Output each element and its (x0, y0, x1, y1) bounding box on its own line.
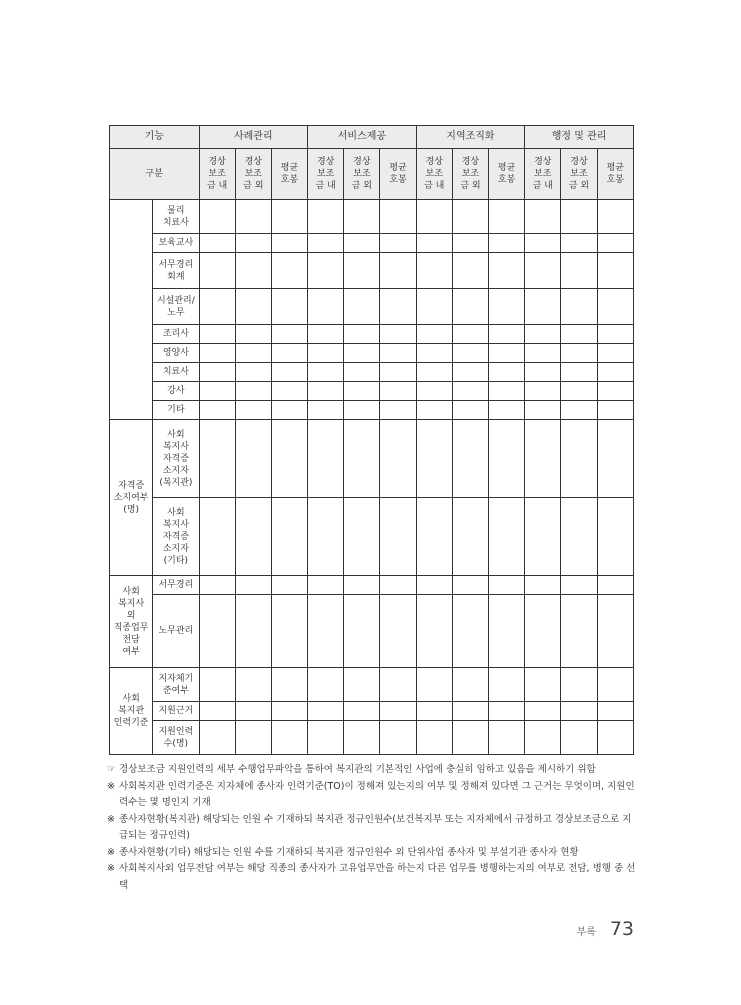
empty-input-cell (597, 344, 633, 363)
empty-input-cell (525, 325, 561, 344)
footnote-marker: ※ (107, 780, 115, 792)
row-label: 지원인력 수(명) (153, 721, 199, 755)
header-subcolumn: 경상 보조 금 내 (308, 149, 344, 200)
empty-input-cell (271, 721, 307, 755)
empty-input-cell (452, 382, 488, 401)
table-row (110, 325, 634, 344)
empty-input-cell (271, 363, 307, 382)
empty-input-cell (271, 234, 307, 253)
row-label: 사회 복지사 자격증 소지자 (기타) (153, 498, 199, 576)
table-row (110, 344, 634, 363)
empty-input-cell (597, 702, 633, 721)
empty-input-cell (489, 382, 525, 401)
empty-input-cell (489, 289, 525, 325)
empty-input-cell (380, 576, 416, 595)
footnote-text: 사회복지관 인력기준은 지자체에 종사자 인력기준(TO)이 정해져 있는지의 여부 및 정해져 있다면 그 근거는 무엇이며, 지원인력수는 몇 명인지 기재 (119, 780, 635, 808)
footnote-text: 종사자현황(복지관) 해당되는 인원 수 기재하되 복지관 정규인원수(보건복지부 또는 지자체에서 규정하고 경상보조금으로 지급되는 정규인력) (119, 813, 632, 841)
empty-input-cell (597, 325, 633, 344)
empty-input-cell (452, 253, 488, 289)
footnote (107, 845, 637, 862)
table-row (110, 498, 634, 576)
empty-input-cell (235, 200, 271, 234)
header-subcolumn: 평균 호봉 (489, 149, 525, 200)
empty-input-cell (597, 382, 633, 401)
empty-input-cell (525, 289, 561, 325)
header-category-label: 구분 (110, 149, 200, 200)
empty-input-cell (380, 498, 416, 576)
empty-input-cell (308, 576, 344, 595)
empty-input-cell (489, 420, 525, 498)
row-label: 보육교사 (153, 234, 199, 253)
empty-input-cell (380, 325, 416, 344)
empty-input-cell (489, 702, 525, 721)
empty-input-cell (597, 234, 633, 253)
empty-input-cell (344, 498, 380, 576)
empty-input-cell (561, 289, 597, 325)
empty-input-cell (489, 363, 525, 382)
header-subcolumn: 평균 호봉 (380, 149, 416, 200)
empty-input-cell (308, 325, 344, 344)
header-row-function (110, 126, 634, 149)
empty-input-cell (452, 325, 488, 344)
empty-input-cell (271, 344, 307, 363)
empty-input-cell (308, 721, 344, 755)
empty-input-cell (452, 200, 488, 234)
empty-input-cell (199, 668, 235, 702)
empty-input-cell (597, 668, 633, 702)
empty-input-cell (308, 702, 344, 721)
empty-input-cell (561, 325, 597, 344)
empty-input-cell (271, 668, 307, 702)
header-subcolumn: 경상 보조 금 내 (199, 149, 235, 200)
empty-input-cell (489, 668, 525, 702)
page-footer (576, 918, 634, 940)
empty-input-cell (452, 576, 488, 595)
empty-input-cell (199, 200, 235, 234)
header-subcolumn: 경상 보조 금 외 (344, 149, 380, 200)
empty-input-cell (561, 721, 597, 755)
empty-input-cell (271, 289, 307, 325)
empty-input-cell (561, 576, 597, 595)
empty-input-cell (235, 401, 271, 420)
empty-input-cell (271, 382, 307, 401)
empty-input-cell (489, 253, 525, 289)
section-label: 사회 복지사 외 직종업무 전담 여부 (110, 576, 153, 668)
empty-input-cell (597, 401, 633, 420)
empty-input-cell (235, 253, 271, 289)
empty-input-cell (235, 363, 271, 382)
row-label: 치료사 (153, 363, 199, 382)
empty-input-cell (452, 668, 488, 702)
empty-input-cell (525, 595, 561, 668)
empty-input-cell (380, 344, 416, 363)
empty-input-cell (597, 253, 633, 289)
empty-input-cell (344, 576, 380, 595)
header-subcolumn: 경상 보조 금 외 (235, 149, 271, 200)
empty-input-cell (344, 234, 380, 253)
empty-input-cell (416, 234, 452, 253)
empty-input-cell (525, 344, 561, 363)
empty-input-cell (308, 234, 344, 253)
empty-input-cell (380, 721, 416, 755)
page-number: 73 (609, 918, 634, 940)
empty-input-cell (271, 498, 307, 576)
empty-input-cell (561, 498, 597, 576)
table-row (110, 702, 634, 721)
footnote (107, 779, 637, 812)
table-row (110, 289, 634, 325)
table-row (110, 420, 634, 498)
row-label: 서무경리 (153, 576, 199, 595)
empty-input-cell (416, 401, 452, 420)
empty-input-cell (271, 325, 307, 344)
empty-input-cell (199, 498, 235, 576)
empty-input-cell (489, 721, 525, 755)
empty-input-cell (380, 420, 416, 498)
empty-input-cell (452, 401, 488, 420)
empty-input-cell (235, 420, 271, 498)
empty-input-cell (597, 200, 633, 234)
empty-input-cell (489, 576, 525, 595)
row-label: 노무관리 (153, 595, 199, 668)
empty-input-cell (452, 234, 488, 253)
empty-input-cell (416, 289, 452, 325)
row-label: 강사 (153, 382, 199, 401)
empty-input-cell (525, 721, 561, 755)
footnote-marker: ☞ (107, 764, 116, 775)
empty-input-cell (416, 702, 452, 721)
empty-input-cell (525, 668, 561, 702)
section-label (110, 200, 153, 420)
empty-input-cell (380, 289, 416, 325)
empty-input-cell (380, 595, 416, 668)
empty-input-cell (308, 289, 344, 325)
empty-input-cell (380, 200, 416, 234)
empty-input-cell (235, 668, 271, 702)
row-label: 지자체기 준여부 (153, 668, 199, 702)
empty-input-cell (199, 363, 235, 382)
empty-input-cell (235, 721, 271, 755)
empty-input-cell (380, 401, 416, 420)
empty-input-cell (199, 344, 235, 363)
empty-input-cell (489, 325, 525, 344)
empty-input-cell (416, 498, 452, 576)
empty-input-cell (561, 595, 597, 668)
footnote-marker: ※ (107, 846, 115, 858)
footnote-marker: ※ (107, 863, 115, 874)
header-row-category (110, 149, 634, 200)
empty-input-cell (344, 344, 380, 363)
header-subcolumn: 경상 보조 금 내 (525, 149, 561, 200)
empty-input-cell (452, 420, 488, 498)
empty-input-cell (235, 702, 271, 721)
empty-input-cell (525, 576, 561, 595)
empty-input-cell (271, 200, 307, 234)
empty-input-cell (597, 595, 633, 668)
empty-input-cell (489, 595, 525, 668)
empty-input-cell (308, 382, 344, 401)
empty-input-cell (235, 382, 271, 401)
footnote-marker: ※ (107, 813, 115, 825)
empty-input-cell (344, 289, 380, 325)
empty-input-cell (380, 668, 416, 702)
empty-input-cell (199, 702, 235, 721)
row-label: 영양사 (153, 344, 199, 363)
empty-input-cell (416, 382, 452, 401)
empty-input-cell (452, 344, 488, 363)
table-row (110, 253, 634, 289)
empty-input-cell (271, 253, 307, 289)
empty-input-cell (416, 595, 452, 668)
empty-input-cell (380, 253, 416, 289)
empty-input-cell (525, 702, 561, 721)
empty-input-cell (344, 363, 380, 382)
row-label: 사회 복지사 자격증 소지자 (복지관) (153, 420, 199, 498)
empty-input-cell (416, 576, 452, 595)
empty-input-cell (199, 420, 235, 498)
header-subcolumn: 평균 호봉 (271, 149, 307, 200)
footnote (107, 762, 637, 779)
header-group-administration: 행정 및 관리 (525, 126, 634, 149)
empty-input-cell (308, 363, 344, 382)
empty-input-cell (561, 401, 597, 420)
empty-input-cell (597, 721, 633, 755)
table-row (110, 200, 634, 234)
footnotes (107, 762, 637, 894)
empty-input-cell (452, 595, 488, 668)
table-row (110, 234, 634, 253)
empty-input-cell (452, 363, 488, 382)
empty-input-cell (199, 325, 235, 344)
empty-input-cell (561, 253, 597, 289)
table-row (110, 382, 634, 401)
header-group-community-organizing: 지역조직화 (416, 126, 525, 149)
empty-input-cell (271, 702, 307, 721)
empty-input-cell (344, 325, 380, 344)
empty-input-cell (561, 420, 597, 498)
empty-input-cell (489, 498, 525, 576)
empty-input-cell (525, 401, 561, 420)
table-row (110, 363, 634, 382)
footnote (107, 812, 637, 845)
empty-input-cell (597, 498, 633, 576)
row-label: 물리 치료사 (153, 200, 199, 234)
empty-input-cell (344, 420, 380, 498)
empty-input-cell (416, 363, 452, 382)
empty-input-cell (525, 498, 561, 576)
empty-input-cell (235, 325, 271, 344)
header-subcolumn: 경상 보조 금 외 (561, 149, 597, 200)
footer-label: 부록 (576, 927, 596, 938)
empty-input-cell (561, 200, 597, 234)
empty-input-cell (308, 498, 344, 576)
table-body (110, 126, 634, 755)
empty-input-cell (308, 595, 344, 668)
header-function-label: 기능 (110, 126, 200, 149)
empty-input-cell (199, 721, 235, 755)
staffing-table (109, 125, 634, 755)
empty-input-cell (344, 702, 380, 721)
empty-input-cell (344, 382, 380, 401)
empty-input-cell (271, 401, 307, 420)
empty-input-cell (525, 253, 561, 289)
empty-input-cell (380, 363, 416, 382)
empty-input-cell (597, 289, 633, 325)
empty-input-cell (416, 420, 452, 498)
header-group-case-management: 사례관리 (199, 126, 308, 149)
empty-input-cell (380, 702, 416, 721)
header-subcolumn: 경상 보조 금 외 (452, 149, 488, 200)
empty-input-cell (344, 668, 380, 702)
empty-input-cell (416, 325, 452, 344)
empty-input-cell (489, 234, 525, 253)
empty-input-cell (308, 253, 344, 289)
empty-input-cell (199, 401, 235, 420)
empty-input-cell (271, 420, 307, 498)
table-row (110, 576, 634, 595)
empty-input-cell (597, 576, 633, 595)
empty-input-cell (489, 200, 525, 234)
header-group-service-provision: 서비스제공 (308, 126, 417, 149)
empty-input-cell (416, 253, 452, 289)
empty-input-cell (235, 234, 271, 253)
empty-input-cell (199, 382, 235, 401)
empty-input-cell (452, 702, 488, 721)
empty-input-cell (561, 234, 597, 253)
empty-input-cell (452, 721, 488, 755)
empty-input-cell (525, 363, 561, 382)
empty-input-cell (416, 200, 452, 234)
empty-input-cell (416, 344, 452, 363)
empty-input-cell (452, 498, 488, 576)
row-label: 기타 (153, 401, 199, 420)
footnote-text: 종사자현황(기타) 해당되는 인원 수를 기재하되 복지관 정규인원수 외 단위사업 종사자 및 부설기관 종사자 현황 (119, 846, 579, 858)
empty-input-cell (199, 576, 235, 595)
empty-input-cell (344, 401, 380, 420)
header-subcolumn: 경상 보조 금 내 (416, 149, 452, 200)
empty-input-cell (344, 253, 380, 289)
empty-input-cell (452, 289, 488, 325)
empty-input-cell (308, 668, 344, 702)
empty-input-cell (235, 498, 271, 576)
empty-input-cell (525, 234, 561, 253)
empty-input-cell (380, 234, 416, 253)
empty-input-cell (597, 363, 633, 382)
table-row (110, 721, 634, 755)
empty-input-cell (525, 200, 561, 234)
row-label: 서무경리 회계 (153, 253, 199, 289)
empty-input-cell (199, 234, 235, 253)
empty-input-cell (271, 595, 307, 668)
footnote-text: 경상보조금 지원인력의 세부 수행업무파악을 통하여 복지관의 기본적인 사업에 충실히 임하고 있음을 제시하기 위함 (119, 764, 596, 775)
empty-input-cell (561, 382, 597, 401)
empty-input-cell (235, 289, 271, 325)
table-row (110, 401, 634, 420)
empty-input-cell (344, 200, 380, 234)
empty-input-cell (489, 401, 525, 420)
empty-input-cell (416, 721, 452, 755)
empty-input-cell (561, 363, 597, 382)
empty-input-cell (344, 595, 380, 668)
empty-input-cell (525, 420, 561, 498)
empty-input-cell (308, 344, 344, 363)
footnote-text: 사회복지사외 업무전담 여부는 해당 직종의 종사자가 고유업무만을 하는지 다른 업무를 병행하는지의 여부로 전담, 병행 중 선택 (119, 863, 636, 891)
empty-input-cell (489, 344, 525, 363)
empty-input-cell (561, 344, 597, 363)
row-label: 시설관리/ 노무 (153, 289, 199, 325)
empty-input-cell (561, 702, 597, 721)
empty-input-cell (199, 289, 235, 325)
row-label: 지원근거 (153, 702, 199, 721)
section-label: 사회 복지관 인력기준 (110, 668, 153, 755)
empty-input-cell (308, 200, 344, 234)
empty-input-cell (561, 668, 597, 702)
header-subcolumn: 평균 호봉 (597, 149, 633, 200)
empty-input-cell (308, 401, 344, 420)
row-label: 조리사 (153, 325, 199, 344)
empty-input-cell (597, 420, 633, 498)
table-row (110, 595, 634, 668)
empty-input-cell (380, 382, 416, 401)
empty-input-cell (416, 668, 452, 702)
table-row (110, 668, 634, 702)
empty-input-cell (199, 595, 235, 668)
footnote (107, 861, 637, 894)
empty-input-cell (235, 595, 271, 668)
section-label: 자격증 소지여부 (명) (110, 420, 153, 576)
empty-input-cell (308, 420, 344, 498)
empty-input-cell (235, 344, 271, 363)
empty-input-cell (525, 382, 561, 401)
empty-input-cell (344, 721, 380, 755)
empty-input-cell (199, 253, 235, 289)
empty-input-cell (271, 576, 307, 595)
empty-input-cell (235, 576, 271, 595)
